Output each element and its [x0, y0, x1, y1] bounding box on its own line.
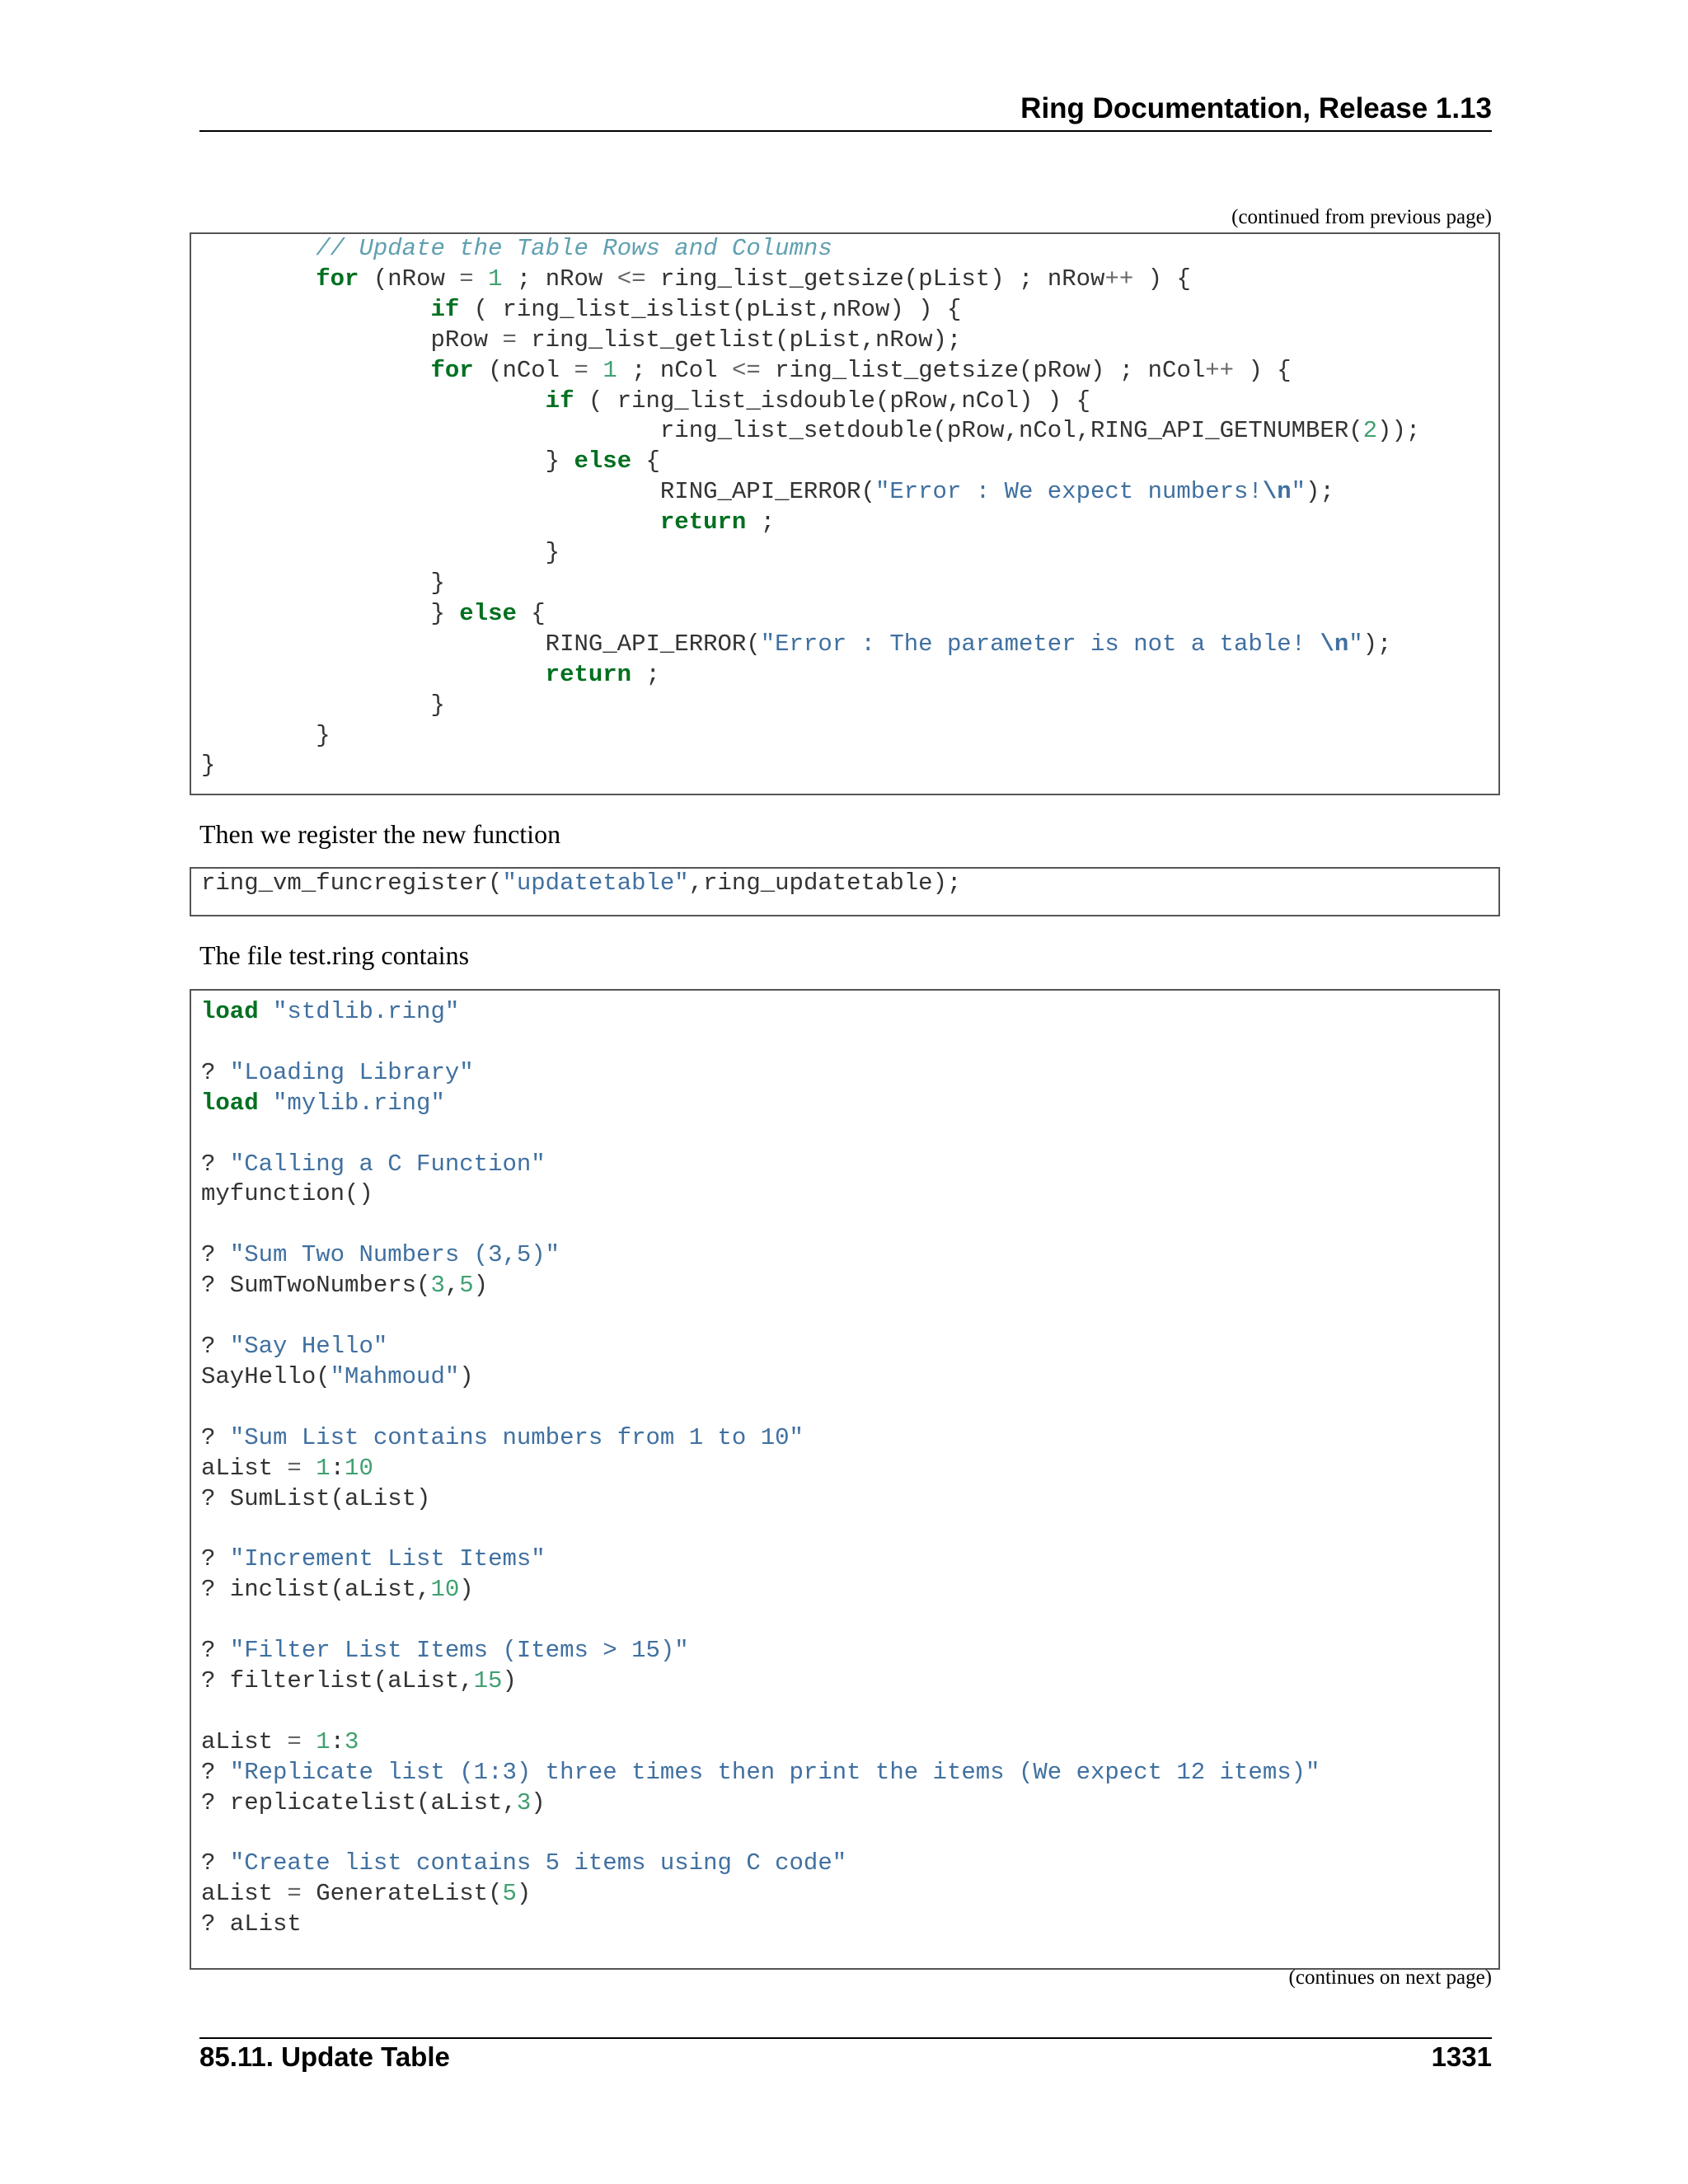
continues-on-note: (continues on next page)	[1288, 1966, 1492, 1989]
footer-page-number: 1331	[1431, 2041, 1492, 2072]
code-block-text: load "stdlib.ring" ? "Loading Library" load "mylib.ring" ? "Calling a C Function" myfunction() ? "Sum Two Numbers (3,5)" ? SumTwoNumbers(3,5) ? "Say Hello" SayHello("Mahmoud") ? "Sum List contains numbers from 1 to 10" aList = 1:10 ? SumList(aList) ? "Increment List Items" ? inclist(aList,10) ? "Filter List Items (Items > 15)" ? filterlist(aList,15) aList = 1:3 ? "Replicate list (1:3) three times then print the items (We expect 12 items)" ? replicatelist(aList,3) ? "Create list contains 5 items using C code" aList = GenerateList(5) ? aList	[201, 998, 1320, 1938]
paragraph-test-file: The file test.ring contains	[199, 940, 470, 970]
footer-rule	[199, 2037, 1492, 2039]
code-block-register	[190, 867, 1500, 916]
continued-from-note: (continued from previous page)	[1231, 206, 1492, 228]
footer-section-title: 85.11. Update Table	[199, 2041, 450, 2072]
header-rule	[199, 130, 1492, 132]
code-block-test-ring	[190, 989, 1500, 1970]
code-block-text: // Update the Table Rows and Columns for (nRow = 1 ; nRow <= ring_list_getsize(pList) ; nRow++ ) { if ( ring_list_islist(pList,nRow) ) { pRow = ring_list_getlist(pList,nRow); for (nCol = 1 ; nCol <= ring_list_getsize(pRow) ; nCol++ ) { if ( ring_list_isdouble(pRow,nCol) ) { ring_list_setdouble(pRow,nCol,RING_API_GETNUMBER(2)); } else { RING_API_ERROR("Error : We expect numbers!\n"); return ; } } } else { RING_API_ERROR("Error : The parameter is not a table! \n"); return ; } } }	[201, 235, 1421, 780]
page-header-title: Ring Documentation, Release 1.13	[1020, 92, 1492, 124]
paragraph-register: Then we register the new function	[199, 819, 561, 849]
code-block-update-table	[190, 232, 1500, 795]
code-block-text: ring_vm_funcregister("updatetable",ring_updatetable);	[201, 869, 962, 897]
